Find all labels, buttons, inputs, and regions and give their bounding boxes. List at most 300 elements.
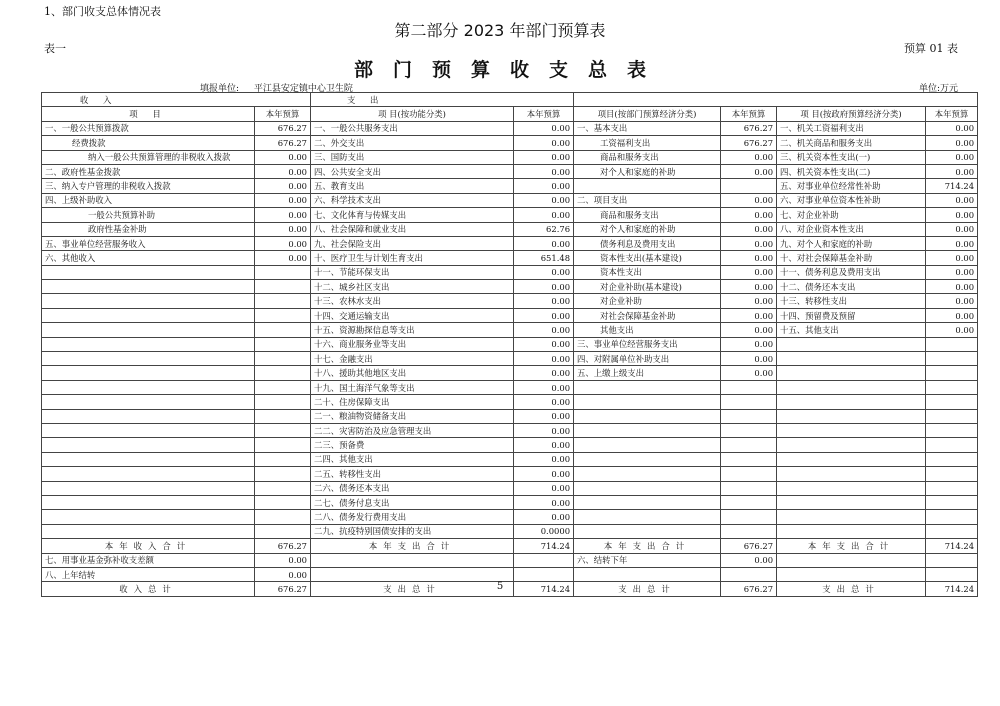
row-value-cell: 0.00	[514, 208, 574, 222]
row-value-cell: 676.27	[721, 121, 777, 135]
row-item-cell: 十四、预留费及预留	[777, 308, 926, 322]
row-value-cell: 0.00	[514, 366, 574, 380]
gov-item-header: 项 目(按政府预算经济分类)	[777, 107, 926, 121]
row-item-cell	[574, 452, 721, 466]
row-value-cell	[721, 495, 777, 509]
total-label-cell	[777, 539, 926, 553]
row-item-cell	[42, 481, 255, 495]
row-item-cell	[574, 380, 721, 394]
row-value-cell: 0.00	[514, 438, 574, 452]
row-value-cell	[926, 481, 978, 495]
header-blank	[574, 93, 978, 107]
table-row	[42, 395, 978, 409]
row-item-cell: 资本性支出(基本建设)	[574, 251, 721, 265]
row-item-cell: 十六、商业服务业等支出	[311, 337, 514, 351]
row-item-cell: 三、事业单位经营服务支出	[574, 337, 721, 351]
row-value-cell	[721, 567, 777, 581]
table-row	[42, 481, 978, 495]
row-item-cell: 十、对社会保障基金补助	[777, 251, 926, 265]
row-value-cell	[926, 452, 978, 466]
row-item-cell	[777, 366, 926, 380]
table-row	[42, 380, 978, 394]
row-item-cell	[42, 510, 255, 524]
total-value-cell: 676.27	[255, 582, 311, 596]
row-value-cell: 0.00	[926, 280, 978, 294]
row-value-cell	[255, 337, 311, 351]
func-budget-header: 本年预算	[514, 107, 574, 121]
row-item-cell: 二十、住房保障支出	[311, 395, 514, 409]
row-item-cell	[777, 352, 926, 366]
row-item-cell	[574, 438, 721, 452]
row-item-cell	[42, 395, 255, 409]
row-value-cell: 0.00	[514, 495, 574, 509]
table-row	[42, 150, 978, 164]
row-item-cell	[777, 510, 926, 524]
row-item-cell	[777, 481, 926, 495]
table-row	[42, 467, 978, 481]
row-item-cell: 经费拨款	[42, 136, 255, 150]
header-row-2	[42, 107, 978, 121]
income-header-text: 收 入	[80, 94, 118, 105]
total-label-text: 支出总计	[618, 583, 676, 594]
row-item-cell: 商品和服务支出	[574, 208, 721, 222]
row-item-cell	[311, 553, 514, 567]
table-body	[42, 93, 978, 597]
total-label-cell	[42, 539, 255, 553]
row-item-cell: 二、政府性基金拨款	[42, 164, 255, 178]
row-value-cell: 0.00	[514, 423, 574, 437]
table-row	[42, 553, 978, 567]
row-item-cell: 四、对附属单位补助支出	[574, 352, 721, 366]
header-row-1	[42, 93, 978, 107]
income-item-header	[42, 107, 255, 121]
row-item-cell	[42, 265, 255, 279]
row-value-cell	[255, 380, 311, 394]
row-value-cell: 651.48	[514, 251, 574, 265]
row-item-cell	[574, 481, 721, 495]
income-budget-header: 本年预算	[255, 107, 311, 121]
row-item-cell: 九、对个人和家庭的补助	[777, 236, 926, 250]
row-value-cell: 676.27	[721, 136, 777, 150]
row-value-cell: 0.00	[514, 337, 574, 351]
table-row	[42, 236, 978, 250]
row-value-cell: 0.00	[721, 164, 777, 178]
row-item-cell: 二七、债务付息支出	[311, 495, 514, 509]
row-value-cell: 676.27	[255, 136, 311, 150]
func-item-header: 项 目(按功能分类)	[311, 107, 514, 121]
table-row	[42, 323, 978, 337]
row-value-cell	[255, 409, 311, 423]
row-item-cell	[777, 567, 926, 581]
gov-budget-header: 本年预算	[926, 107, 978, 121]
row-item-cell: 二二、灾害防治及应急管理支出	[311, 423, 514, 437]
row-value-cell	[255, 308, 311, 322]
row-item-cell: 商品和服务支出	[574, 150, 721, 164]
row-item-cell: 六、对事业单位资本性补助	[777, 193, 926, 207]
row-value-cell	[514, 553, 574, 567]
row-item-cell: 二四、其他支出	[311, 452, 514, 466]
row-item-cell: 九、社会保险支出	[311, 236, 514, 250]
row-item-cell: 十二、债务还本支出	[777, 280, 926, 294]
row-value-cell: 0.00	[514, 481, 574, 495]
part-title: 第二部分 2023 年部门预算表	[394, 21, 606, 40]
row-value-cell	[255, 366, 311, 380]
expense-header-text: 支 出	[347, 94, 385, 105]
row-value-cell	[721, 524, 777, 538]
row-item-cell: 二、项目支出	[574, 193, 721, 207]
row-item-cell	[42, 294, 255, 308]
row-item-cell	[42, 352, 255, 366]
row-item-cell	[42, 438, 255, 452]
row-value-cell	[255, 438, 311, 452]
row-value-cell: 0.00	[721, 251, 777, 265]
row-value-cell: 0.00	[926, 222, 978, 236]
row-item-cell	[311, 567, 514, 581]
row-value-cell: 0.00	[255, 236, 311, 250]
table-row	[42, 452, 978, 466]
page-number: 5	[496, 581, 504, 592]
row-value-cell: 0.00	[721, 150, 777, 164]
row-item-cell: 七、对企业补助	[777, 208, 926, 222]
row-item-cell	[42, 452, 255, 466]
row-item-cell	[42, 380, 255, 394]
row-item-cell: 十三、农林水支出	[311, 294, 514, 308]
row-value-cell: 0.00	[514, 150, 574, 164]
row-value-cell: 0.00	[514, 510, 574, 524]
row-item-cell: 一、机关工资福利支出	[777, 121, 926, 135]
row-item-cell	[574, 567, 721, 581]
row-value-cell: 0.00	[255, 208, 311, 222]
table-row	[42, 121, 978, 135]
row-item-cell: 五、事业单位经营服务收入	[42, 236, 255, 250]
table-row	[42, 251, 978, 265]
row-value-cell	[926, 337, 978, 351]
row-value-cell	[721, 438, 777, 452]
row-value-cell: 0.00	[926, 121, 978, 135]
table-row	[42, 524, 978, 538]
total-label-text: 本年支出合计	[603, 540, 691, 551]
row-value-cell	[255, 467, 311, 481]
row-value-cell: 0.00	[514, 280, 574, 294]
row-value-cell: 0.00	[721, 294, 777, 308]
filler-label: 填报单位:	[200, 84, 240, 94]
row-value-cell: 0.00	[721, 236, 777, 250]
row-item-cell	[42, 495, 255, 509]
row-value-cell: 0.00	[926, 193, 978, 207]
row-value-cell: 0.00	[721, 323, 777, 337]
row-item-cell	[574, 524, 721, 538]
budget-table-number: 预算 01 表	[904, 42, 958, 55]
row-value-cell	[255, 452, 311, 466]
row-value-cell	[255, 280, 311, 294]
row-item-cell: 其他支出	[574, 323, 721, 337]
row-value-cell: 0.00	[926, 294, 978, 308]
row-item-cell	[42, 366, 255, 380]
table-row	[42, 164, 978, 178]
row-item-cell	[574, 179, 721, 193]
row-value-cell: 0.00	[514, 294, 574, 308]
row-item-cell: 十一、节能环保支出	[311, 265, 514, 279]
row-item-cell: 一、基本支出	[574, 121, 721, 135]
row-value-cell: 714.24	[926, 179, 978, 193]
row-item-cell: 七、用事业基金弥补收支差额	[42, 553, 255, 567]
row-item-cell: 一、一般公共服务支出	[311, 121, 514, 135]
row-item-cell: 八、上年结转	[42, 567, 255, 581]
table-row	[42, 366, 978, 380]
row-value-cell	[255, 510, 311, 524]
row-item-cell: 十七、金融支出	[311, 352, 514, 366]
row-item-cell: 三、机关资本性支出(一)	[777, 150, 926, 164]
row-value-cell: 0.00	[721, 208, 777, 222]
row-item-cell: 债务利息及费用支出	[574, 236, 721, 250]
row-item-cell: 三、纳入专户管理的非税收入拨款	[42, 179, 255, 193]
row-item-cell: 八、对企业资本性支出	[777, 222, 926, 236]
row-item-cell: 二三、预备费	[311, 438, 514, 452]
row-item-cell: 八、社会保障和就业支出	[311, 222, 514, 236]
row-value-cell	[255, 294, 311, 308]
row-item-cell: 对个人和家庭的补助	[574, 164, 721, 178]
row-item-cell	[574, 467, 721, 481]
row-value-cell	[926, 423, 978, 437]
row-value-cell: 676.27	[255, 121, 311, 135]
row-value-cell: 62.76	[514, 222, 574, 236]
row-item-cell	[42, 409, 255, 423]
row-item-cell: 十二、城乡社区支出	[311, 280, 514, 294]
row-item-cell: 二一、粮油物资储备支出	[311, 409, 514, 423]
table-row	[42, 193, 978, 207]
row-value-cell: 0.00	[255, 193, 311, 207]
row-value-cell: 0.00	[255, 179, 311, 193]
row-value-cell: 0.00	[514, 323, 574, 337]
row-item-cell: 二八、债务发行费用支出	[311, 510, 514, 524]
row-value-cell	[255, 481, 311, 495]
row-item-cell	[574, 510, 721, 524]
row-item-cell: 二、外交支出	[311, 136, 514, 150]
row-item-cell: 十八、援助其他地区支出	[311, 366, 514, 380]
row-item-cell	[777, 423, 926, 437]
row-value-cell: 0.00	[255, 567, 311, 581]
row-value-cell	[255, 352, 311, 366]
row-value-cell: 0.00	[721, 265, 777, 279]
row-item-cell	[574, 395, 721, 409]
row-value-cell: 0.00	[514, 380, 574, 394]
row-item-cell: 二六、债务还本支出	[311, 481, 514, 495]
main-title: 部门预算收支总表	[353, 59, 666, 81]
row-value-cell: 0.00	[926, 251, 978, 265]
row-value-cell: 0.00	[926, 323, 978, 337]
row-value-cell	[721, 423, 777, 437]
row-item-cell: 五、对事业单位经常性补助	[777, 179, 926, 193]
row-value-cell: 0.00	[255, 222, 311, 236]
row-value-cell	[926, 366, 978, 380]
total-label-text: 本年支出合计	[807, 540, 895, 551]
row-value-cell: 0.00	[926, 265, 978, 279]
row-value-cell: 0.00	[514, 193, 574, 207]
total-value-cell: 676.27	[721, 582, 777, 596]
row-item-cell: 四、上级补助收入	[42, 193, 255, 207]
row-item-cell	[574, 423, 721, 437]
budget-summary-table	[41, 92, 978, 597]
total-row	[42, 539, 978, 553]
row-value-cell: 0.00	[514, 352, 574, 366]
total-label-text: 支出总计	[383, 583, 441, 594]
row-item-cell: 对企业补助	[574, 294, 721, 308]
row-value-cell: 0.00	[926, 208, 978, 222]
table-row	[42, 337, 978, 351]
row-item-cell	[777, 452, 926, 466]
row-value-cell: 0.00	[926, 150, 978, 164]
total-value-cell: 714.24	[926, 539, 978, 553]
row-item-cell: 二五、转移性支出	[311, 467, 514, 481]
row-item-cell	[777, 553, 926, 567]
row-value-cell	[255, 395, 311, 409]
row-item-cell	[777, 524, 926, 538]
table-row	[42, 179, 978, 193]
row-value-cell: 0.00	[255, 553, 311, 567]
row-item-cell	[777, 495, 926, 509]
row-item-cell: 十四、交通运输支出	[311, 308, 514, 322]
table-row	[42, 352, 978, 366]
row-item-cell	[777, 395, 926, 409]
row-value-cell: 0.00	[514, 409, 574, 423]
row-item-cell	[42, 467, 255, 481]
row-item-cell: 五、上缴上级支出	[574, 366, 721, 380]
row-item-cell	[42, 423, 255, 437]
row-item-cell: 十五、资源勘探信息等支出	[311, 323, 514, 337]
row-value-cell	[926, 380, 978, 394]
row-item-cell: 二九、抗疫特别国债安排的支出	[311, 524, 514, 538]
row-item-cell: 五、教育支出	[311, 179, 514, 193]
row-value-cell: 0.00	[721, 366, 777, 380]
row-item-cell: 十五、其他支出	[777, 323, 926, 337]
income-item-header-text: 项 目	[129, 109, 167, 120]
row-value-cell: 0.00	[721, 193, 777, 207]
row-item-cell: 十、医疗卫生与计划生育支出	[311, 251, 514, 265]
row-value-cell	[926, 352, 978, 366]
row-value-cell	[926, 510, 978, 524]
row-item-cell	[42, 323, 255, 337]
table-row	[42, 495, 978, 509]
row-value-cell	[926, 524, 978, 538]
table-row	[42, 294, 978, 308]
row-item-cell: 六、其他收入	[42, 251, 255, 265]
row-value-cell	[926, 467, 978, 481]
row-value-cell	[721, 510, 777, 524]
row-item-cell	[42, 280, 255, 294]
row-value-cell	[926, 495, 978, 509]
table-row	[42, 308, 978, 322]
row-item-cell: 十一、债务利息及费用支出	[777, 265, 926, 279]
row-value-cell	[721, 179, 777, 193]
row-value-cell: 0.00	[514, 136, 574, 150]
row-value-cell	[255, 323, 311, 337]
row-item-cell: 纳入一般公共预算管理的非税收入拨款	[42, 150, 255, 164]
row-value-cell	[255, 495, 311, 509]
row-item-cell	[42, 308, 255, 322]
row-item-cell: 工资福利支出	[574, 136, 721, 150]
row-value-cell	[721, 395, 777, 409]
row-value-cell: 0.00	[514, 179, 574, 193]
row-item-cell: 对社会保障基金补助	[574, 308, 721, 322]
row-value-cell	[721, 481, 777, 495]
table-row	[42, 136, 978, 150]
row-value-cell: 0.00	[926, 136, 978, 150]
row-item-cell: 四、机关资本性支出(二)	[777, 164, 926, 178]
expense-header	[311, 93, 574, 107]
row-value-cell: 0.00	[514, 265, 574, 279]
row-item-cell	[574, 409, 721, 423]
row-value-cell: 0.00	[514, 164, 574, 178]
row-item-cell: 四、公共安全支出	[311, 164, 514, 178]
row-value-cell	[255, 265, 311, 279]
row-item-cell: 六、结转下年	[574, 553, 721, 567]
table-row	[42, 280, 978, 294]
row-item-cell: 十九、国土海洋气象等支出	[311, 380, 514, 394]
row-item-cell	[777, 409, 926, 423]
table-row	[42, 423, 978, 437]
row-item-cell	[42, 524, 255, 538]
total-value-cell: 714.24	[514, 539, 574, 553]
row-item-cell: 政府性基金补助	[42, 222, 255, 236]
row-item-cell: 六、科学技术支出	[311, 193, 514, 207]
row-value-cell	[926, 409, 978, 423]
unit-label: 单位:万元	[918, 84, 958, 94]
total-label-text: 收入总计	[119, 583, 177, 594]
row-value-cell	[255, 524, 311, 538]
row-value-cell	[514, 567, 574, 581]
econ-budget-header: 本年预算	[721, 107, 777, 121]
row-item-cell: 资本性支出	[574, 265, 721, 279]
row-value-cell: 0.00	[926, 308, 978, 322]
section-label: 1、部门收支总体情况表	[44, 5, 161, 18]
row-item-cell	[777, 337, 926, 351]
row-value-cell: 0.00	[721, 308, 777, 322]
table-row	[42, 409, 978, 423]
row-value-cell: 0.00	[514, 308, 574, 322]
row-item-cell: 一、一般公共预算拨款	[42, 121, 255, 135]
row-value-cell: 0.00	[514, 452, 574, 466]
total-value-cell: 714.24	[514, 582, 574, 596]
row-value-cell	[721, 467, 777, 481]
row-item-cell: 对个人和家庭的补助	[574, 222, 721, 236]
row-value-cell: 0.00	[721, 352, 777, 366]
table-row	[42, 222, 978, 236]
row-value-cell	[926, 567, 978, 581]
row-value-cell	[926, 438, 978, 452]
table-row	[42, 208, 978, 222]
row-value-cell: 0.00	[514, 467, 574, 481]
row-value-cell: 0.00	[514, 121, 574, 135]
row-item-cell: 二、机关商品和服务支出	[777, 136, 926, 150]
row-item-cell: 一般公共预算补助	[42, 208, 255, 222]
row-value-cell: 0.0000	[514, 524, 574, 538]
total-label-cell	[574, 539, 721, 553]
row-value-cell: 0.00	[926, 164, 978, 178]
row-value-cell: 0.00	[255, 150, 311, 164]
row-value-cell	[721, 409, 777, 423]
row-value-cell	[926, 553, 978, 567]
income-header	[42, 93, 311, 107]
row-item-cell	[42, 337, 255, 351]
total-label-text: 本年收入合计	[104, 540, 192, 551]
table-row	[42, 438, 978, 452]
row-item-cell	[574, 495, 721, 509]
total-value-cell: 676.27	[721, 539, 777, 553]
econ-item-header: 项目(按部门预算经济分类)	[574, 107, 721, 121]
row-item-cell: 对企业补助(基本建设)	[574, 280, 721, 294]
row-value-cell: 0.00	[721, 337, 777, 351]
row-value-cell	[721, 380, 777, 394]
